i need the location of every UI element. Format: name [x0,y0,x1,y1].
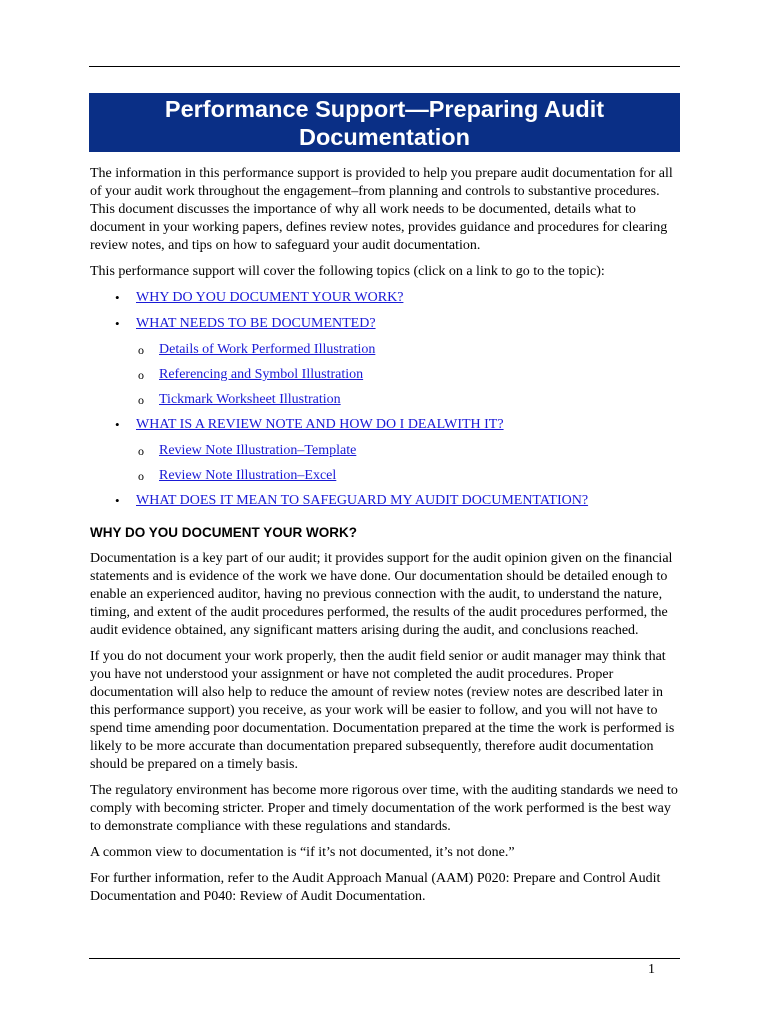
document-body [90,165,680,914]
bullet-icon: • [115,493,120,508]
list-item [90,391,680,416]
link-review-template[interactable]: Review Note Illustration–Template [159,443,357,458]
section-paragraph: The regulatory environment has become more rigorous over time, with the auditing standards we need to comply with becoming stricter. Proper and timely documentation of the work performed is the best way to demonstrate compliance with these regulations and standards. [90,783,678,834]
list-item [90,315,680,341]
link-what-documented[interactable]: WHAT NEEDS TO BE DOCUMENTED? [136,316,376,331]
circle-bullet-icon: o [138,393,144,407]
topics-lead: This performance support will cover the following topics (click on a link to go to the topic): [90,264,605,279]
section-paragraph: If you do not document your work properly, then the audit field senior or audit manager may think that you have not understood your assignment or have not completed the audit procedures. Proper documentation will also help to reduce the amount of review notes (review notes are described later in this performance support) you receive, as your work will be easier to follow, and you will not have to spend time amending poor documentation. Documentation prepared at the time the work is performed is likely to be more accurate than documentation prepared subsequently, therefore audit documentation should be prepared on a timely basis. [90,649,675,772]
link-safeguard[interactable]: WHAT DOES IT MEAN TO SAFEGUARD MY AUDIT DOCUMENTATION? [136,493,589,508]
link-referencing-illustration[interactable]: Referencing and Symbol Illustration [159,367,364,382]
bottom-rule [89,958,680,959]
section-paragraph: Documentation is a key part of our audit; it provides support for the audit opinion given on the financial statements and is evidence of the work we have done. Our documentation should be detailed enough to enable an experienced auditor, having no previous connection with the audit, to understand the nature, timing, and extent of the audit procedures performed, the results of the audit procedures performed, the audit evidence obtained, any significant matters arising during the audit, and conclusions reached. [90,551,673,638]
list-item [90,341,680,366]
link-review-excel[interactable]: Review Note Illustration–Excel [159,468,337,483]
title-banner [89,93,680,152]
bullet-icon: • [115,417,120,432]
link-tickmark-illustration[interactable]: Tickmark Worksheet Illustration [159,392,341,407]
list-item [90,366,680,391]
circle-bullet-icon: o [138,444,144,458]
page-number: 1 [648,962,655,977]
list-item [90,289,680,315]
list-item [90,467,680,492]
intro-paragraph: The information in this performance support is provided to help you prepare audit documentation for all of your audit work throughout the engagement–from planning and controls to substantive procedures. This document discusses the importance of why all work needs to be documented, details what to document in your working papers, defines review notes, provides guidance and procedures for clearing review notes, and tips on how to safeguard your audit documentation. [90,166,673,253]
topics-list [90,289,680,518]
link-review-note[interactable]: WHAT IS A REVIEW NOTE AND HOW DO I DEALWITH IT? [136,417,504,432]
link-details-illustration[interactable]: Details of Work Performed Illustration [159,342,376,357]
circle-bullet-icon: o [138,469,144,483]
top-rule [89,66,680,67]
section-heading: WHY DO YOU DOCUMENT YOUR WORK? [90,525,358,540]
bullet-icon: • [115,316,120,331]
circle-bullet-icon: o [138,368,144,382]
page-title: Performance Support—Preparing Audit Documentation [164,95,605,150]
list-item [90,416,680,442]
link-why-document[interactable]: WHY DO YOU DOCUMENT YOUR WORK? [136,290,404,305]
list-item [90,442,680,467]
circle-bullet-icon: o [138,343,144,357]
section-paragraph: For further information, refer to the Audit Approach Manual (AAM) P020: Prepare and Control Audit Documentation and P040: Review of Audit Documentation. [90,871,661,904]
list-item [90,492,680,518]
bullet-icon: • [115,290,120,305]
section-paragraph: A common view to documentation is “if it’s not documented, it’s not done.” [90,845,515,860]
